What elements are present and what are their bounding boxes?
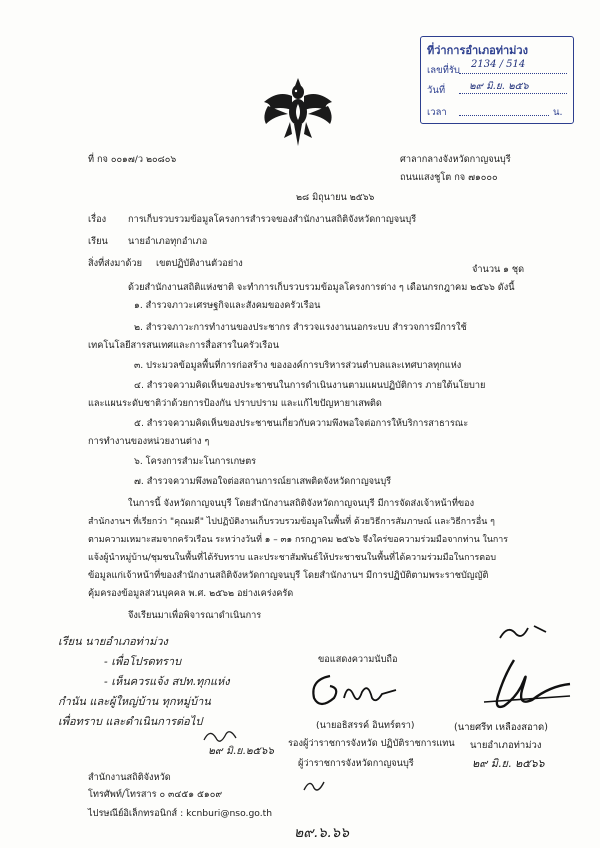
subject-text: การเก็บรวบรวมข้อมูลโครงการสำรวจของสำนักงานสถิติจังหวัดกาญจนบุรี <box>128 214 417 225</box>
footer-phone: โทรศัพท์/โทรสาร ๐ ๓๔๕๑ ๕๑๐๙ <box>88 789 223 800</box>
list-item: และแผนระดับชาติว่าด้วยการป้องกัน ปราบปราม และแก้ไขปัญหายาเสพติด <box>88 398 382 409</box>
recipient-label: เรียน <box>88 236 108 247</box>
respect-line: ขอแสดงความนับถือ <box>318 654 398 665</box>
office-address: ถนนแสงชูโต กจ ๗๑๐๐๐ <box>400 172 498 183</box>
list-item: ๖. โครงการสำมะโนการเกษตร <box>134 456 257 467</box>
attachment-qty: จำนวน ๑ ชุด <box>472 264 525 275</box>
stamp-date-value: ๒๙ มิ.ย. ๒๕๖ <box>469 81 529 92</box>
body-paragraph-line: แจ้งผู้นำหมู่บ้าน/ชุมชนในพื้นที่ได้รับทราบ และประชาสัมพันธ์ให้ประชาชนในพื้นที่ได้ความร่วมมือในการตอบ <box>88 553 497 563</box>
list-item: ๑. สำรวจภาวะเศรษฐกิจและสังคมของครัวเรือน <box>134 300 321 311</box>
garuda-emblem-icon <box>258 76 338 148</box>
approver-date: ๒๙ มิ.ย. ๒๕๖๖ <box>472 757 545 770</box>
footer-email: ไปรษณีย์อิเล็กทรอนิกส์ : kcnburi@nso.go.th <box>88 808 273 819</box>
approver-title: นายอำเภอท่าม่วง <box>470 740 542 751</box>
signature-icon <box>300 668 410 714</box>
stamp-number-label: เลขที่รับ <box>427 65 460 76</box>
office-name: ศาลากลางจังหวัดกาญจนบุรี <box>400 154 511 165</box>
list-item: การทำงานของหน่วยงานต่าง ๆ <box>88 436 210 447</box>
body-paragraph-line: คุ้มครองข้อมูลส่วนบุคคล พ.ศ. ๒๕๖๒ อย่างเคร่งครัด <box>88 588 294 599</box>
approval-initial-icon <box>494 618 554 646</box>
attachment-text: เขตปฏิบัติงานตัวอย่าง <box>156 258 243 269</box>
list-item: ๓. ประมวลข้อมูลพื้นที่การก่อสร้าง ขององค์การบริหารส่วนตำบลและเทศบาลทุกแห่ง <box>134 360 462 371</box>
body-paragraph-line: ตามความเหมาะสมจากครัวเรือน ระหว่างวันที่ ๑ – ๓๑ กรกฎาคม ๒๕๖๖ จึงใคร่ขอความร่วมมือจากท่าน ในการ <box>88 535 509 545</box>
stamp-time-label: เวลา <box>427 107 447 118</box>
attachment-label: สิ่งที่ส่งมาด้วย <box>88 258 142 269</box>
body-paragraph-line: สำนักงานฯ ที่เรียกว่า "คุณมดี" ไปปฏิบัติงานเก็บรวบรวมข้อมูลในพื้นที่ ด้วยวิธีการสัมภาษณ์ และวิธีการอื่น ๆ <box>88 517 495 527</box>
handwritten-note-line: เพื่อทราบ และดำเนินการต่อไป <box>58 715 203 728</box>
list-item: ๕. สำรวจความคิดเห็นของประชาชนเกี่ยวกับความพึงพอใจต่อการให้บริการสาธารณะ <box>134 418 469 429</box>
signer-name: (นายอธิสรรค์ อินทร์ตรา) <box>316 720 415 731</box>
body-intro: ด้วยสำนักงานสถิติแห่งชาติ จะทำการเก็บรวบรวมข้อมูลโครงการต่าง ๆ เดือนกรกฎาคม ๒๕๖๖ ดังนี้ <box>128 282 515 293</box>
list-item: ๗. สำรวจความพึงพอใจต่อสถานการณ์ยาเสพติดจังหวัดกาญจนบุรี <box>134 476 392 487</box>
approver-name: (นายศรีท เหลืองสอาด) <box>454 722 548 733</box>
receive-stamp <box>420 36 574 124</box>
handwritten-note-line: กำนัน และผู้ใหญ่บ้าน ทุกหมู่บ้าน <box>58 695 211 708</box>
stamp-number-value: 2134 / 514 <box>471 59 526 70</box>
stamp-office: ที่ว่าการอำเภอท่าม่วง <box>427 44 528 57</box>
handwritten-note-line: เรียน นายอำเภอท่าม่วง <box>58 635 168 648</box>
body-paragraph-line: ในการนี้ จังหวัดกาญจนบุรี โดยสำนักงานสถิติจังหวัดกาญจนบุรี มีการจัดส่งเจ้าหน้าที่ของ <box>128 498 475 509</box>
handwritten-mark-icon <box>300 774 330 796</box>
recipient-text: นายอำเภอทุกอำเภอ <box>128 236 208 247</box>
handwritten-note-line: - เห็นควรแจ้ง สปท.ทุกแห่ง <box>104 675 230 688</box>
closing-line: จึงเรียนมาเพื่อพิจารณาดำเนินการ <box>128 610 262 621</box>
list-item: ๔. สำรวจความคิดเห็นของประชาชนในการดำเนินงานตามแผนปฏิบัติการ ภายใต้นโยบาย <box>134 380 486 391</box>
stamp-time-suffix: น. <box>553 107 563 118</box>
list-item: เทคโนโลยีสารสนเทศและการสื่อสารในครัวเรือน <box>88 340 279 351</box>
body-paragraph-line: ข้อมูลแก่เจ้าหน้าที่ของสำนักงานสถิติจังหวัดกาญจนบุรี โดยสำนักงานฯ มีการปฏิบัติตามพระราชบัญญัติ <box>88 570 489 581</box>
signer-position: รองผู้ว่าราชการจังหวัด ปฏิบัติราชการแทน <box>288 738 455 749</box>
handwritten-note-date: ๒๙ มิ.ย.๒๕๖๖ <box>208 745 274 757</box>
doc-date: ๒๘ มิถุนายน ๒๕๖๖ <box>296 192 375 203</box>
handwritten-note-line: - เพื่อโปรดทราบ <box>104 655 182 668</box>
handwritten-bottom-date: ๒๙.๖.๖๖ <box>294 825 350 841</box>
footer-dept: สำนักงานสถิติจังหวัด <box>88 772 171 783</box>
doc-number: ที่ กจ ๐๐๑๗/ว ๒๐๘๐๖ <box>88 154 177 165</box>
subject-label: เรื่อง <box>88 214 107 225</box>
signer-position: ผู้ว่าราชการจังหวัดกาญจนบุรี <box>298 758 414 769</box>
list-item: ๒. สำรวจภาวะการทำงานของประชากร สำรวจแรงงานนอกระบบ สำรวจการมีการใช้ <box>134 322 467 333</box>
approval-signature-icon <box>474 656 584 718</box>
stamp-date-label: วันที่ <box>427 85 446 96</box>
